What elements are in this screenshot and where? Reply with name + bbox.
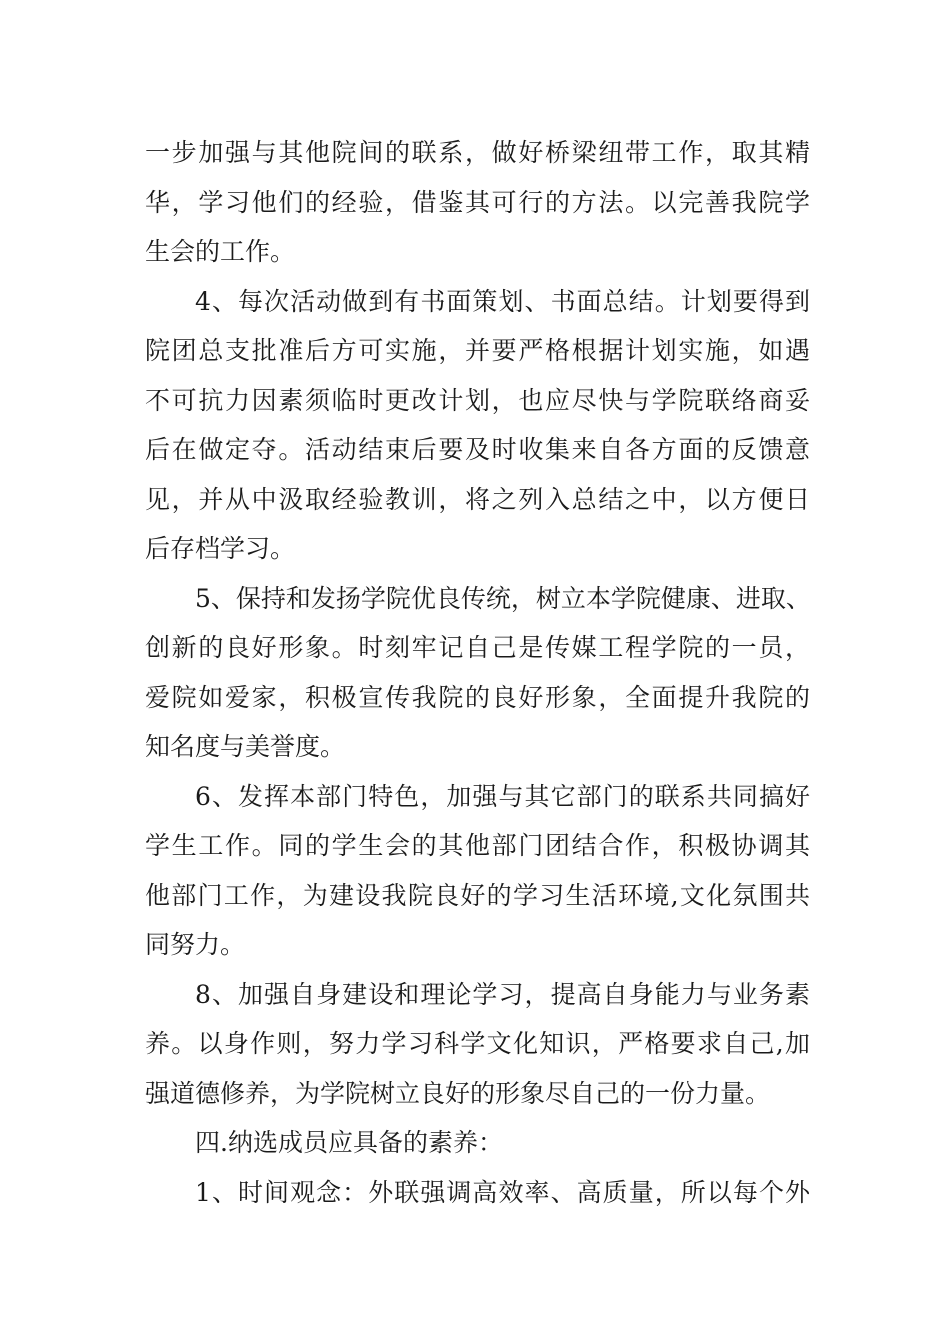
text-line: 他部门工作，为建设我院良好的学习生活环境,文化氛围共 [145, 880, 810, 910]
text-line: 后存档学习。 [145, 534, 296, 563]
paragraph-start-line: 5、保持和发扬学院优良传统，树立本学院健康、进取、 [195, 583, 811, 613]
text-line: 爱院如爱家，积极宣传我院的良好形象，全面提升我院的 [145, 682, 810, 712]
text-line: 一步加强与其他院间的联系，做好桥梁纽带工作，取其精 [145, 138, 810, 167]
text-line: 创新的良好形象。时刻牢记自己是传媒工程学院的一员， [145, 633, 810, 662]
text-line: 养。以身作则，努力学习科学文化知识，严格要求自己,加 [145, 1029, 810, 1058]
text-line: 华，学习他们的经验，借鉴其可行的方法。以完善我院学 [145, 187, 810, 217]
text-line: 院团总支批准后方可实施，并要严格根据计划实施，如遇 [145, 336, 810, 365]
document-body [145, 128, 810, 1217]
text-line: 后在做定夺。活动结束后要及时收集来自各方面的反馈意 [145, 435, 810, 464]
text-line: 知名度与美誉度。 [145, 732, 346, 761]
text-line: 生会的工作。 [145, 237, 296, 266]
text-line: 强道德修养，为学院树立良好的形象尽自己的一份力量。 [145, 1078, 771, 1108]
text-line: 学生工作。同的学生会的其他部门团结合作，积极协调其 [145, 831, 810, 860]
text-line: 同努力。 [145, 930, 246, 959]
section-heading: 四.纳选成员应具备的素养： [195, 1128, 503, 1157]
paragraph-start-line: 6、发挥本部门特色，加强与其它部门的联系共同搞好 [195, 781, 810, 811]
paragraph-start-line: 1、时间观念：外联强调高效率、高质量，所以每个外 [195, 1177, 810, 1207]
text-line: 见，并从中汲取经验教训，将之列入总结之中，以方便日 [145, 484, 810, 514]
paragraph-start-line: 4、每次活动做到有书面策划、书面总结。计划要得到 [195, 286, 810, 316]
text-line: 不可抗力因素须临时更改计划，也应尽快与学院联络商妥 [145, 385, 810, 415]
paragraph-start-line: 8、加强自身建设和理论学习，提高自身能力与业务素 [195, 979, 810, 1009]
